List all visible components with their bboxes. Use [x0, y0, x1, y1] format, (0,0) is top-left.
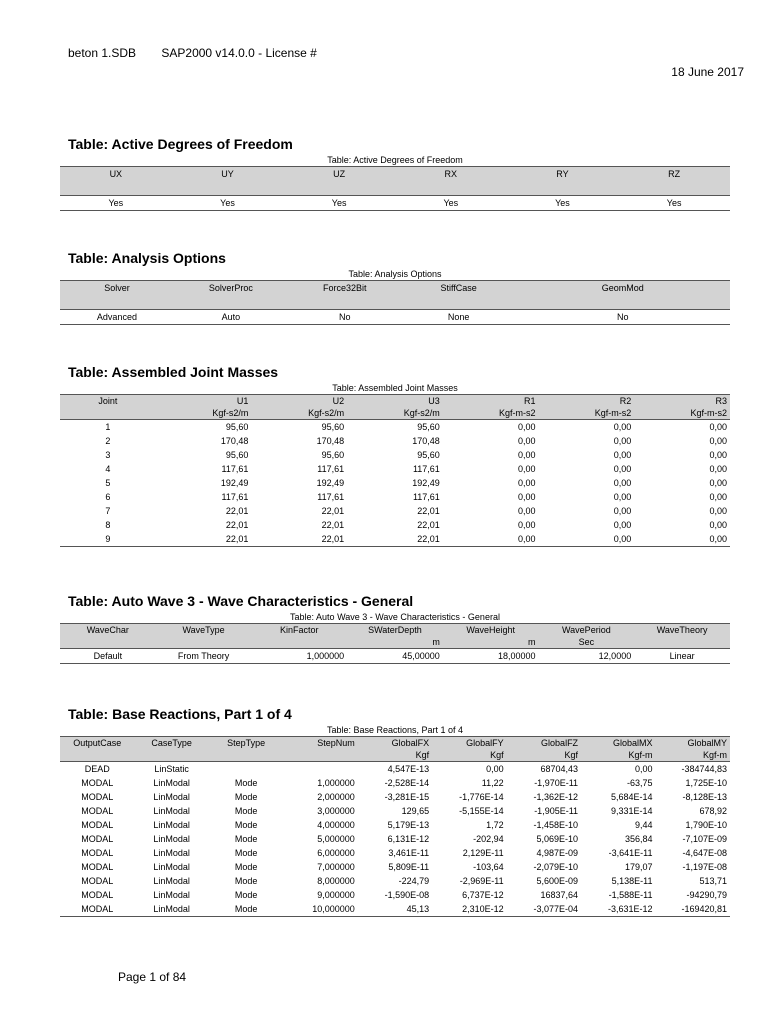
col-header: R3: [634, 395, 730, 408]
table-cell: MODAL: [81, 792, 114, 802]
table-cell: 0,00: [709, 436, 727, 446]
table-cell: Mode: [234, 792, 258, 802]
section-title: Table: Active Degrees of Freedom: [68, 136, 293, 152]
table-cell: 22,01: [225, 534, 249, 544]
table-cell: 4,987E-09: [536, 848, 579, 858]
unit-header: Kgf-m-s2: [443, 407, 539, 420]
col-header: U2: [251, 395, 347, 408]
table-cell: -169420,81: [681, 904, 727, 914]
table-row: [60, 888, 730, 902]
table-cell: 5,179E-13: [387, 820, 430, 830]
table-cell: Yes: [555, 198, 570, 208]
table-cell: 2,000000: [317, 792, 355, 802]
table-cell: LinModal: [153, 820, 190, 830]
table-cell: MODAL: [81, 778, 114, 788]
table-cell: 0,00: [613, 534, 632, 544]
table-cell: -2,528E-14: [384, 778, 430, 788]
table-cell: 0,00: [486, 764, 504, 774]
unit-header: [283, 749, 357, 762]
table-cell: 9,000000: [317, 890, 355, 900]
unit-header: [634, 636, 730, 649]
table-cell: 95,60: [225, 422, 249, 432]
col-header: UX: [60, 167, 172, 196]
table-cell: 0,00: [517, 422, 536, 432]
table-cell: 117,61: [412, 464, 440, 474]
table-cell: -103,64: [473, 862, 504, 872]
col-header: WavePeriod: [539, 624, 635, 637]
table-cell: DEAD: [84, 764, 110, 774]
col-header: GlobalMY: [656, 737, 731, 750]
col-header: GeomMod: [516, 281, 730, 310]
table-cell: 117,61: [221, 492, 249, 502]
joint-masses-table: [60, 394, 730, 547]
col-header: UZ: [283, 167, 395, 196]
table-cell: Mode: [234, 820, 258, 830]
table-cell: 8: [105, 520, 111, 530]
table-cell: 0,00: [613, 478, 632, 488]
col-header: StepType: [209, 737, 283, 750]
table-row: [60, 832, 730, 846]
table-cell: 6,737E-12: [462, 890, 504, 900]
table-row: [60, 490, 730, 504]
table-cell: No: [617, 312, 629, 322]
table-cell: 0,00: [709, 422, 727, 432]
col-header: KinFactor: [251, 624, 347, 637]
table-cell: 0,00: [517, 436, 536, 446]
table-cell: 45,00000: [402, 651, 440, 661]
table-cell: LinModal: [153, 890, 190, 900]
col-header: SWaterDepth: [347, 624, 443, 637]
table-cell: MODAL: [81, 862, 114, 872]
table-cell: 22,01: [321, 506, 345, 516]
table-cell: LinModal: [153, 834, 190, 844]
unit-header: Kgf-s2/m: [347, 407, 443, 420]
table-cell: 678,92: [699, 806, 727, 816]
table-cell: 5: [105, 478, 111, 488]
table-row: [60, 310, 730, 325]
base-reactions-table: [60, 736, 730, 917]
table-row: [60, 434, 730, 448]
table-cell: 95,60: [321, 450, 345, 460]
table-cell: 0,00: [709, 450, 727, 460]
page-number: Page 1 of 84: [118, 970, 187, 984]
table-cell: 0,00: [517, 450, 536, 460]
table-cell: 5,138E-11: [611, 876, 653, 886]
col-header: UY: [172, 167, 284, 196]
table-cell: 170,48: [220, 436, 249, 446]
table-row: [60, 462, 730, 476]
unit-header: Kgf-s2/m: [156, 407, 252, 420]
table-cell: 129,65: [401, 806, 430, 816]
table-cell: Mode: [234, 876, 258, 886]
table-cell: Mode: [234, 848, 258, 858]
unit-header: m: [347, 636, 443, 649]
table-row: [60, 874, 730, 888]
table-cell: -63,75: [626, 778, 653, 788]
table-cell: LinModal: [153, 806, 190, 816]
table-cell: 2,310E-12: [462, 904, 504, 914]
table-cell: Yes: [443, 198, 459, 208]
table-cell: -1,588E-11: [608, 890, 653, 900]
table-cell: 4: [105, 464, 111, 474]
table-cell: 192,49: [412, 478, 440, 488]
table-cell: 95,60: [225, 450, 249, 460]
table-cell: 0,00: [613, 436, 632, 446]
table-row: [60, 448, 730, 462]
table-cell: 0,00: [517, 506, 536, 516]
unit-header: Kgf-m-s2: [634, 407, 730, 420]
table-cell: 22,01: [225, 506, 249, 516]
table-cell: Linear: [669, 651, 695, 661]
table-cell: 7,000000: [317, 862, 355, 872]
table-cell: 22,01: [417, 520, 440, 530]
table-cell: MODAL: [81, 820, 114, 830]
table-cell: -1,970E-11: [534, 778, 579, 788]
col-header: StepNum: [283, 737, 357, 750]
table-cell: -3,631E-12: [607, 904, 653, 914]
table-cell: 0,00: [613, 492, 632, 502]
table-cell: 170,48: [316, 436, 345, 446]
table-cell: 0,00: [517, 492, 536, 502]
table-cell: 1,725E-10: [685, 778, 727, 788]
table-cell: 6: [105, 492, 111, 502]
page-header: [68, 46, 339, 60]
table-row: [60, 420, 730, 435]
table-cell: 0,00: [634, 764, 653, 774]
col-header: R1: [443, 395, 539, 408]
table-cell: 1,000000: [317, 778, 355, 788]
table-cell: 0,00: [517, 534, 536, 544]
table-cell: 5,684E-14: [610, 792, 653, 802]
table-cell: -1,197E-08: [682, 862, 727, 872]
col-header: GlobalFY: [432, 737, 506, 750]
unit-header: [60, 749, 134, 762]
table-cell: 2: [105, 436, 111, 446]
table-cell: 117,61: [317, 492, 345, 502]
table-cell: 1: [105, 422, 111, 432]
col-header: Force32Bit: [288, 281, 402, 310]
section-title: Table: Analysis Options: [68, 250, 226, 266]
table-cell: [283, 762, 357, 777]
table-cell: 12,0000: [598, 651, 632, 661]
file-name: beton 1.SDB: [68, 46, 137, 60]
unit-header: [60, 407, 156, 420]
table-row: [60, 762, 730, 777]
table-cell: MODAL: [81, 806, 114, 816]
program-name: SAP2000 v14.0.0 - License #: [161, 46, 317, 60]
col-header: WaveHeight: [443, 624, 539, 637]
table-cell: Yes: [108, 198, 124, 208]
section-joint-masses: [60, 364, 730, 547]
unit-header: [156, 636, 252, 649]
table-row: [60, 196, 730, 211]
table-cell: -2,969E-11: [459, 876, 504, 886]
col-header: RX: [395, 167, 507, 196]
table-cell: 45,13: [406, 904, 430, 914]
table-cell: -1,458E-10: [533, 820, 579, 830]
table-cell: 3: [105, 450, 111, 460]
table-cell: 2,129E-11: [462, 848, 504, 858]
table-cell: 179,07: [624, 862, 653, 872]
table-cell: 18,00000: [497, 651, 536, 661]
table-cell: -1,590E-08: [384, 890, 430, 900]
table-cell: None: [447, 312, 470, 322]
table-cell: 3,461E-11: [388, 848, 430, 858]
col-header: GlobalMX: [581, 737, 655, 750]
table-cell: 1,72: [486, 820, 504, 830]
table-cell: 6,000000: [317, 848, 355, 858]
table-cell: -1,905E-11: [534, 806, 579, 816]
unit-header: m: [443, 636, 539, 649]
table-cell: 7: [105, 506, 111, 516]
table-cell: From Theory: [177, 651, 230, 661]
table-cell: Mode: [234, 904, 258, 914]
table-cell: [209, 762, 283, 777]
section-analysis-options: [60, 250, 730, 325]
unit-header: Kgf-m: [581, 749, 655, 762]
table-cell: 0,00: [613, 520, 632, 530]
table-cell: 192,49: [316, 478, 345, 488]
unit-header: [134, 749, 208, 762]
table-caption: Table: Analysis Options: [348, 269, 442, 279]
table-cell: No: [338, 312, 351, 322]
table-row: [60, 518, 730, 532]
table-cell: -202,94: [473, 834, 504, 844]
table-cell: MODAL: [81, 890, 114, 900]
unit-header: Kgf-m: [656, 749, 731, 762]
col-header: GlobalFZ: [507, 737, 581, 750]
table-cell: 4,000000: [317, 820, 355, 830]
table-row: [60, 804, 730, 818]
col-header: RY: [507, 167, 619, 196]
table-cell: Yes: [331, 198, 347, 208]
table-cell: 3,000000: [317, 806, 355, 816]
table-cell: 0,00: [709, 520, 727, 530]
table-cell: 22,01: [321, 534, 345, 544]
table-cell: -5,155E-14: [459, 806, 504, 816]
col-header: CaseType: [134, 737, 208, 750]
table-cell: Default: [93, 651, 123, 661]
table-cell: Mode: [234, 890, 258, 900]
table-cell: -224,79: [398, 876, 430, 886]
col-header: OutputCase: [60, 737, 134, 750]
col-header: RZ: [618, 167, 730, 196]
unit-header: Kgf-m-s2: [539, 407, 635, 420]
col-header: WaveType: [156, 624, 252, 637]
table-cell: 0,00: [709, 506, 727, 516]
table-cell: 22,01: [417, 534, 440, 544]
table-cell: -8,128E-13: [682, 792, 727, 802]
col-header: U1: [156, 395, 252, 408]
table-cell: 0,00: [613, 464, 632, 474]
table-cell: Auto: [221, 312, 241, 322]
table-cell: -1,362E-12: [533, 792, 579, 802]
col-header: WaveTheory: [634, 624, 730, 637]
table-cell: 117,61: [412, 492, 440, 502]
table-cell: 0,00: [613, 506, 632, 516]
table-cell: 9,44: [634, 820, 653, 830]
unit-header: Kgf: [507, 749, 581, 762]
table-cell: 0,00: [709, 492, 727, 502]
table-cell: 95,60: [417, 422, 440, 432]
table-cell: 5,069E-10: [536, 834, 579, 844]
table-cell: -1,776E-14: [459, 792, 504, 802]
table-cell: 192,49: [220, 478, 249, 488]
table-cell: -94290,79: [686, 890, 727, 900]
table-row: [60, 790, 730, 804]
col-header: WaveChar: [60, 624, 156, 637]
section-wave-characteristics: [60, 593, 730, 664]
table-cell: 22,01: [321, 520, 345, 530]
table-cell: Mode: [234, 862, 258, 872]
report-date: 18 June 2017: [671, 65, 744, 79]
table-row: [60, 476, 730, 490]
table-cell: MODAL: [81, 834, 114, 844]
table-row: [60, 846, 730, 860]
table-cell: -2,079E-10: [533, 862, 579, 872]
table-cell: -4,647E-08: [682, 848, 727, 858]
section-title: Table: Auto Wave 3 - Wave Characteristics - General: [68, 593, 414, 609]
table-cell: 9: [105, 534, 111, 544]
table-cell: 16837,64: [540, 890, 579, 900]
table-row: [60, 532, 730, 547]
table-cell: 95,60: [417, 450, 440, 460]
unit-header: Kgf-s2/m: [251, 407, 347, 420]
table-cell: Mode: [234, 806, 258, 816]
unit-header: Sec: [539, 636, 635, 649]
table-cell: 170,48: [412, 436, 440, 446]
table-caption: Table: Assembled Joint Masses: [332, 383, 458, 393]
table-cell: 6,131E-12: [387, 834, 430, 844]
table-cell: -3,641E-11: [608, 848, 653, 858]
table-cell: -384744,83: [681, 764, 727, 774]
table-cell: 1,790E-10: [685, 820, 727, 830]
table-caption: Table: Base Reactions, Part 1 of 4: [326, 725, 464, 735]
table-cell: LinModal: [153, 778, 190, 788]
table-cell: MODAL: [81, 848, 114, 858]
table-cell: 5,000000: [317, 834, 355, 844]
table-cell: Yes: [220, 198, 235, 208]
unit-header: Kgf: [432, 749, 506, 762]
unit-header: [60, 636, 156, 649]
table-cell: 0,00: [517, 464, 536, 474]
table-cell: 117,61: [317, 464, 345, 474]
unit-header: [209, 749, 283, 762]
col-header: Joint: [60, 395, 156, 408]
table-cell: 356,84: [624, 834, 653, 844]
table-cell: 9,331E-14: [610, 806, 653, 816]
table-row: [60, 649, 730, 664]
table-cell: LinModal: [153, 876, 190, 886]
table-caption: Table: Auto Wave 3 - Wave Characteristics - General: [290, 612, 500, 622]
active-dof-table: [60, 166, 730, 211]
col-header: SolverProc: [174, 281, 288, 310]
table-caption: Table: Active Degrees of Freedom: [327, 155, 463, 165]
col-header: Solver: [60, 281, 174, 310]
table-row: [60, 504, 730, 518]
col-header: GlobalFX: [358, 737, 432, 750]
table-row: [60, 860, 730, 874]
table-row: [60, 902, 730, 917]
table-cell: 5,600E-09: [536, 876, 579, 886]
table-cell: 22,01: [225, 520, 249, 530]
table-cell: 68704,43: [540, 764, 579, 774]
table-cell: Advanced: [96, 312, 137, 322]
table-cell: 0,00: [709, 478, 727, 488]
table-cell: LinModal: [153, 862, 190, 872]
table-row: [60, 818, 730, 832]
table-cell: 0,00: [613, 422, 632, 432]
table-cell: LinStatic: [154, 764, 189, 774]
section-active-dof: [60, 136, 730, 211]
table-cell: 0,00: [709, 534, 727, 544]
table-cell: 0,00: [709, 464, 727, 474]
table-cell: 5,809E-11: [388, 862, 430, 872]
table-cell: 1,000000: [306, 651, 345, 661]
unit-header: [251, 636, 347, 649]
table-cell: 0,00: [613, 450, 632, 460]
section-title: Table: Base Reactions, Part 1 of 4: [68, 706, 292, 722]
table-cell: 11,22: [481, 778, 504, 788]
table-cell: LinModal: [153, 904, 190, 914]
table-cell: Mode: [234, 778, 258, 788]
table-row: [60, 776, 730, 790]
analysis-options-table: [60, 280, 730, 325]
table-cell: 0,00: [517, 478, 536, 488]
table-cell: 10,000000: [312, 904, 355, 914]
col-header: R2: [539, 395, 635, 408]
table-cell: 8,000000: [317, 876, 355, 886]
section-base-reactions: [60, 706, 730, 917]
col-header: U3: [347, 395, 443, 408]
table-cell: -3,077E-04: [533, 904, 579, 914]
table-cell: 513,71: [699, 876, 727, 886]
table-cell: LinModal: [153, 848, 190, 858]
wave-characteristics-table: [60, 623, 730, 664]
table-cell: Yes: [666, 198, 682, 208]
table-cell: 4,547E-13: [387, 764, 430, 774]
table-cell: MODAL: [81, 904, 114, 914]
table-cell: 95,60: [321, 422, 345, 432]
table-cell: -3,281E-15: [384, 792, 430, 802]
table-cell: 22,01: [417, 506, 440, 516]
table-cell: MODAL: [81, 876, 114, 886]
col-header: StiffCase: [402, 281, 516, 310]
section-title: Table: Assembled Joint Masses: [68, 364, 279, 380]
table-cell: 117,61: [221, 464, 249, 474]
table-cell: Mode: [234, 834, 258, 844]
table-cell: -7,107E-09: [682, 834, 727, 844]
unit-header: Kgf: [358, 749, 432, 762]
table-cell: LinModal: [153, 792, 190, 802]
table-cell: 0,00: [517, 520, 536, 530]
